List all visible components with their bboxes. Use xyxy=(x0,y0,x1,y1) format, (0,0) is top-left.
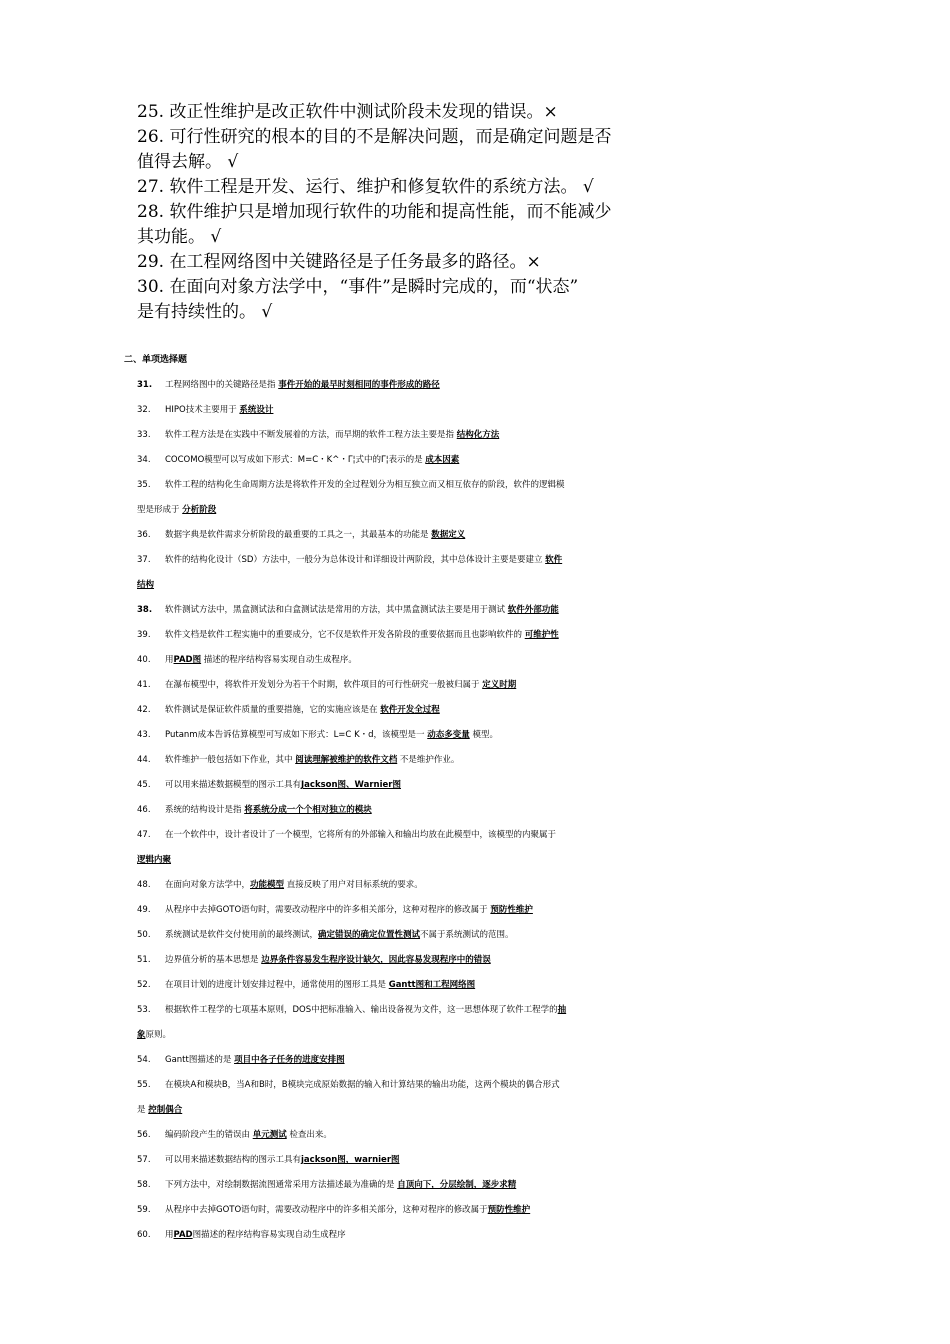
question-text: 可以用来描述数据结构的图示工具有 xyxy=(165,1155,302,1165)
question-number: 58. xyxy=(137,1180,151,1190)
question-item xyxy=(137,1148,627,1173)
answer-text: 自顶向下，分层绘制，逐步求精 xyxy=(397,1180,517,1190)
answer-text: jackson图，warnier图 xyxy=(301,1155,400,1165)
question-number: 43. xyxy=(137,730,151,740)
question-number: 33. xyxy=(137,430,151,440)
question-text: 从程序中去掉GOTO语句时，需要改动程序中的许多相关部分，这种对程序的修改属于 xyxy=(165,905,491,915)
question-item xyxy=(137,873,627,898)
answer-text: 事件开始的最早时刻相同的事件形成的路径 xyxy=(278,380,440,390)
judgement-line: 其功能。 √ xyxy=(137,227,222,247)
judgement-line: 25. 改正性维护是改正软件中测试阶段未发现的错误。× xyxy=(137,102,558,122)
answer-text: 软件开发全过程 xyxy=(380,705,440,715)
question-number: 47. xyxy=(137,830,151,840)
question-item xyxy=(137,698,627,723)
question-text: 根据软件工程学的七项基本原则，DOS中把标准输入、输出设备视为文件，这一思想体现了软件工程学的 xyxy=(165,1005,558,1015)
question-item xyxy=(137,1198,627,1223)
question-item xyxy=(137,648,627,673)
answer-text: 系统设计 xyxy=(239,405,274,415)
question-number: 42. xyxy=(137,705,151,715)
judgement-line: 27. 软件工程是开发、运行、维护和修复软件的系统方法。 √ xyxy=(137,177,594,197)
question-number: 56. xyxy=(137,1130,151,1140)
question-text: 在模块A和模块B，当A和B时，B模块完成原始数据的输入和计算结果的输出功能，这两个模块的偶合形式 xyxy=(165,1080,560,1090)
question-text: 软件测试是保证软件质量的重要措施，它的实施应该是在 xyxy=(165,705,381,715)
answer-text: 控制偶合 xyxy=(148,1105,183,1115)
question-item xyxy=(137,1123,627,1148)
question-text: 下列方法中，对绘制数据流图通常采用方法描述最为准确的是 xyxy=(165,1180,398,1190)
answer-text: 将系统分成一个个相对独立的模块 xyxy=(244,805,372,815)
question-number: 34. xyxy=(137,455,151,465)
question-item xyxy=(137,1073,627,1123)
question-item xyxy=(137,923,627,948)
question-item xyxy=(137,398,627,423)
question-number: 52. xyxy=(137,980,151,990)
question-item xyxy=(137,1048,627,1073)
answer-text: 动态多变量 xyxy=(427,730,470,740)
question-item xyxy=(137,1173,627,1198)
question-number: 51. xyxy=(137,955,151,965)
question-text: 用 xyxy=(165,1230,174,1240)
question-item xyxy=(137,798,627,823)
question-text: 在项目计划的进度计划安排过程中，通常使用的图形工具是 xyxy=(165,980,389,990)
question-number: 50. xyxy=(137,930,151,940)
question-number: 35. xyxy=(137,480,151,490)
question-text: 软件测试方法中，黑盒测试法和白盒测试法是常用的方法，其中黑盒测试法主要是用于测试 xyxy=(165,605,508,615)
question-text: 软件工程的结构化生命周期方法是将软件开发的全过程划分为相互独立而又相互依存的阶段，软件的逻辑模 xyxy=(165,480,565,490)
answer-text: 边界条件容易发生程序设计缺欠，因此容易发现程序中的错误 xyxy=(261,955,491,965)
question-text: 软件工程方法是在实践中不断发展着的方法，而早期的软件工程方法主要是指 xyxy=(165,430,457,440)
section-title: 二、单项选择题 xyxy=(124,355,188,365)
question-text: 不属于系统测试的范围。 xyxy=(420,930,514,940)
question-text: 系统测试是软件交付使用前的最终测试， xyxy=(165,930,319,940)
question-text: 编码阶段产生的错误由 xyxy=(165,1130,253,1140)
question-text: 在面向对象方法学中， xyxy=(165,880,251,890)
question-item xyxy=(137,423,627,448)
question-text: 模型。 xyxy=(469,730,498,740)
question-item xyxy=(137,473,627,523)
question-continuation xyxy=(137,848,627,873)
answer-text: 结构化方法 xyxy=(456,430,500,440)
judgement-line: 28. 软件维护只是增加现行软件的功能和提高性能，而不能减少 xyxy=(137,202,612,222)
answer-text: 单元测试 xyxy=(252,1130,287,1140)
question-text: 原则。 xyxy=(145,1030,172,1040)
question-item xyxy=(137,998,627,1048)
answer-text: 功能模型 xyxy=(250,880,285,890)
question-number: 36. xyxy=(137,530,151,540)
question-text: HIPO技术主要用于 xyxy=(165,405,240,415)
answer-text: 结构 xyxy=(137,580,155,590)
question-text: COCOMO模型可以写成如下形式：M=C・K^・Γ¦式中的Γ¦表示的是 xyxy=(165,455,426,465)
question-item xyxy=(137,973,627,998)
answer-text: 可维护性 xyxy=(524,630,559,640)
question-item xyxy=(137,773,627,798)
answer-text: 预防性维护 xyxy=(487,1205,531,1215)
question-text: 在瀑布模型中，将软件开发划分为若干个时期，软件项目的可行性研究一般被归属于 xyxy=(165,680,483,690)
question-text: 在一个软件中，设计者设计了一个模型，它将所有的外部输入和输出均放在此模型中，该模型的内聚属于 xyxy=(165,830,557,840)
answer-text: PAD xyxy=(173,1230,193,1240)
question-item xyxy=(137,523,627,548)
question-continuation xyxy=(137,1023,627,1048)
question-item xyxy=(137,448,627,473)
answer-text: 抽 xyxy=(557,1005,567,1015)
question-number: 57. xyxy=(137,1155,151,1165)
question-number: 49. xyxy=(137,905,151,915)
question-item xyxy=(137,948,627,973)
question-text: 边界值分析的基本思想是 xyxy=(165,955,262,965)
question-number: 53. xyxy=(137,1005,151,1015)
question-item xyxy=(137,823,627,873)
question-number: 41. xyxy=(137,680,151,690)
question-item xyxy=(137,723,627,748)
judgement-line: 值得去解。 √ xyxy=(137,152,239,172)
question-number: 37. xyxy=(137,555,151,565)
question-number: 38. xyxy=(137,605,153,615)
question-number: 32. xyxy=(137,405,151,415)
answer-text: 软件 xyxy=(545,555,563,565)
answer-text: 成本因素 xyxy=(425,455,460,465)
question-text: 直接反映了用户对目标系统的要求。 xyxy=(284,880,423,890)
judgement-line: 30. 在面向对象方法学中，“事件”是瞬时完成的，而“状态” xyxy=(137,277,579,297)
question-number: 45. xyxy=(137,780,151,790)
question-continuation xyxy=(137,1098,627,1123)
question-number: 55. xyxy=(137,1080,151,1090)
question-number: 59. xyxy=(137,1205,151,1215)
question-item xyxy=(137,1223,627,1248)
question-text: 工程网络图中的关键路径是指 xyxy=(165,380,279,390)
question-text: 软件的结构化设计（SD）方法中，一般分为总体设计和详细设计两阶段，其中总体设计主要是要建立 xyxy=(165,555,546,565)
answer-text: 定义时期 xyxy=(482,680,517,690)
answer-text: 逻辑内聚 xyxy=(137,855,172,865)
question-text: 系统的结构设计是指 xyxy=(165,805,245,815)
question-item xyxy=(137,898,627,923)
question-text: 描述的程序结构容易实现自动生成程序。 xyxy=(201,655,357,665)
question-number: 44. xyxy=(137,755,151,765)
question-text: 软件维护一般包括如下作业，其中 xyxy=(165,755,296,765)
question-number: 46. xyxy=(137,805,151,815)
question-text: 图描述的程序结构容易实现自动生成程序 xyxy=(192,1230,346,1240)
judgement-line: 是有持续性的。 √ xyxy=(137,302,273,322)
question-text: 从程序中去掉GOTO语句时，需要改动程序中的许多相关部分，这种对程序的修改属于 xyxy=(165,1205,488,1215)
question-text: 不是维护作业。 xyxy=(397,755,460,765)
judgement-line: 26. 可行性研究的根本的目的不是解决问题，而是确定问题是否 xyxy=(137,127,612,147)
question-text: 软件文档是软件工程实施中的重要成分，它不仅是软件开发各阶段的重要依据而且也影响软件的 xyxy=(165,630,525,640)
answer-text: 确定错误的确定位置性测试 xyxy=(318,930,421,940)
answer-text: 分析阶段 xyxy=(182,505,217,515)
question-item xyxy=(137,623,627,648)
judgement-line: 29. 在工程网络图中关键路径是子任务最多的路径。× xyxy=(137,252,541,272)
question-continuation xyxy=(137,573,627,598)
answer-text: PAD图 xyxy=(173,655,202,665)
question-continuation xyxy=(137,498,627,523)
question-number: 48. xyxy=(137,880,151,890)
question-item xyxy=(137,748,627,773)
answer-text: 项目中各子任务的进度安排图 xyxy=(234,1055,345,1065)
question-number: 39. xyxy=(137,630,151,640)
question-text: Putanm成本告诉估算模型可写成如下形式：L=C K・d，该模型是一 xyxy=(165,730,428,740)
answer-text: 数据定义 xyxy=(431,530,466,540)
question-number: 31. xyxy=(137,380,153,390)
answer-text: Gantt图和工程网络图 xyxy=(388,980,476,990)
question-text: 用 xyxy=(165,655,174,665)
question-text: 数据字典是软件需求分析阶段的最重要的工具之一，其最基本的功能是 xyxy=(165,530,432,540)
answer-text: 阅读理解被维护的软件文档 xyxy=(295,755,398,765)
judgement-answers-block xyxy=(137,100,637,325)
question-text: 可以用来描述数据模型的图示工具有 xyxy=(165,780,302,790)
question-item xyxy=(137,598,627,623)
question-text: Gantt图描述的是 xyxy=(165,1055,235,1065)
answer-text: 预防性维护 xyxy=(490,905,533,915)
question-text: 检查出来。 xyxy=(286,1130,332,1140)
question-number: 60. xyxy=(137,1230,151,1240)
question-text: 型是形成于 xyxy=(137,505,183,515)
question-item xyxy=(137,673,627,698)
answer-text: 象 xyxy=(137,1030,146,1040)
question-number: 40. xyxy=(137,655,151,665)
question-number: 54. xyxy=(137,1055,151,1065)
answer-text: Jackson图、Warnier图 xyxy=(301,780,401,790)
question-item xyxy=(137,373,627,398)
question-item xyxy=(137,548,627,598)
answer-text: 软件外部功能 xyxy=(507,605,559,615)
question-text: 是 xyxy=(137,1105,149,1115)
